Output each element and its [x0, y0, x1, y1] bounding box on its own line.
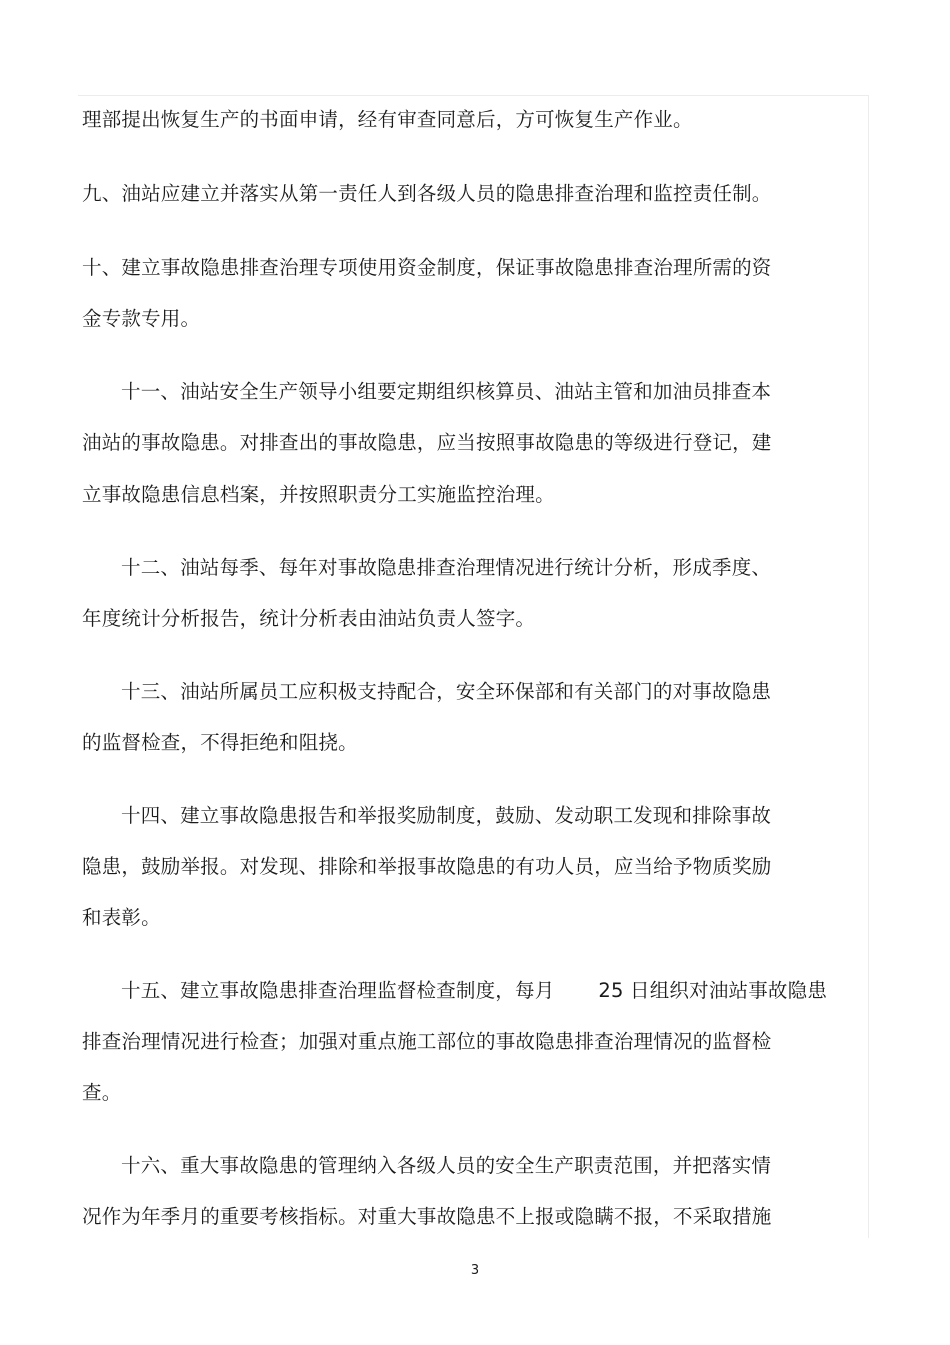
- text-line-9: 年度统计分析报告，统计分析表由油站负责人签字。: [82, 607, 536, 630]
- text-line-5: 十一、油站安全生产领导小组要定期组织核算员、油站主管和加油员排查本: [121, 380, 772, 403]
- text-line-17: 查。: [82, 1081, 122, 1104]
- text-line-15-part-2: 25 日组织对油站事故隐患: [598, 979, 828, 1002]
- text-line-16: 排查治理情况进行检查；加强对重点施工部位的事故隐患排查治理情况的监督检: [82, 1030, 772, 1053]
- text-line-1: 理部提出恢复生产的书面申请，经有审查同意后，方可恢复生产作业。: [82, 108, 693, 131]
- text-line-15-part-1: 十五、建立事故隐患排查治理监督检查制度，每月: [121, 979, 555, 1002]
- text-line-8: 十二、油站每季、每年对事故隐患排查治理情况进行统计分析，形成季度、: [121, 556, 772, 579]
- page-number: 3: [470, 1263, 480, 1278]
- text-line-13: 隐患，鼓励举报。对发现、排除和举报事故隐患的有功人员，应当给予物质奖励: [82, 855, 772, 878]
- text-line-4: 金专款专用。: [82, 307, 201, 330]
- text-line-12: 十四、建立事故隐患报告和举报奖励制度，鼓励、发动职工发现和排除事故: [121, 804, 772, 827]
- text-line-3: 十、建立事故隐患排查治理专项使用资金制度，保证事故隐患排查治理所需的资: [82, 256, 772, 279]
- text-line-7: 立事故隐患信息档案，并按照职责分工实施监控治理。: [82, 483, 555, 506]
- text-line-10: 十三、油站所属员工应积极支持配合，安全环保部和有关部门的对事故隐患: [121, 680, 772, 703]
- text-line-18: 十六、重大事故隐患的管理纳入各级人员的安全生产职责范围，并把落实情: [121, 1154, 772, 1177]
- text-line-2: 九、油站应建立并落实从第一责任人到各级人员的隐患排查治理和监控责任制。: [82, 182, 772, 205]
- text-line-11: 的监督检查，不得拒绝和阻挠。: [82, 731, 358, 754]
- text-line-19: 况作为年季月的重要考核指标。对重大事故隐患不上报或隐瞒不报，不采取措施: [82, 1205, 772, 1228]
- text-line-14: 和表彰。: [82, 906, 161, 929]
- text-line-15: [121, 978, 827, 1004]
- text-line-6: 油站的事故隐患。对排查出的事故隐患，应当按照事故隐患的等级进行登记，建: [82, 431, 772, 454]
